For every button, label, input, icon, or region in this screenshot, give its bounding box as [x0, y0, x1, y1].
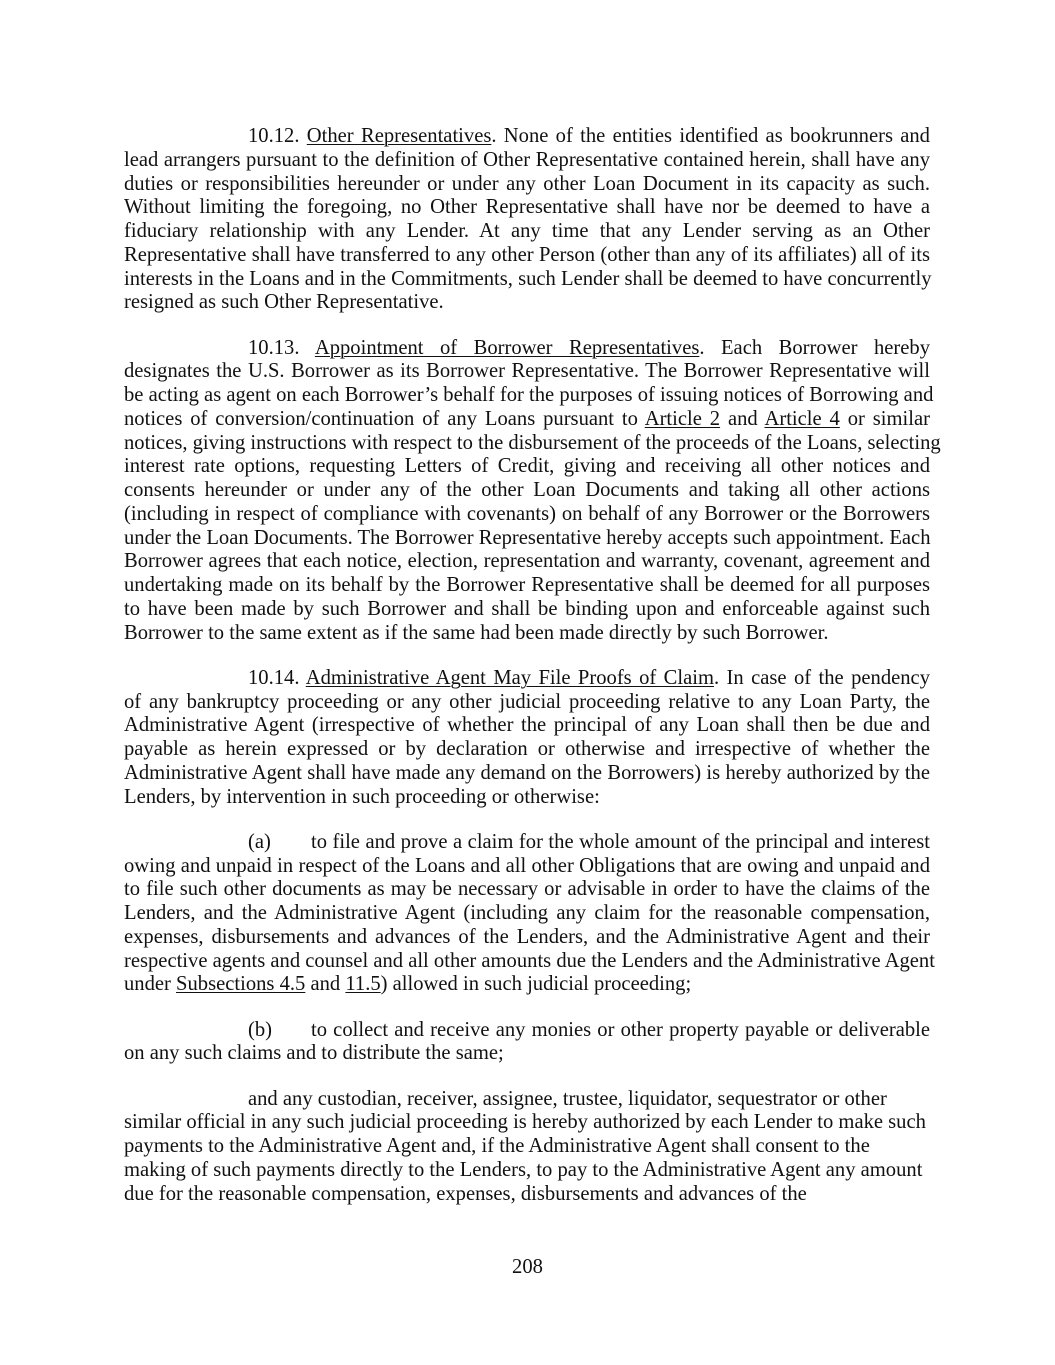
text-line: [124, 878, 930, 902]
text-line: [124, 1159, 930, 1183]
list-item-paragraph: [124, 1019, 930, 1067]
text-line: [124, 220, 930, 244]
text-segment: designates the U.S. Borrower as its Borrower Representative. The Borrower Representative will: [124, 360, 930, 383]
underlined-reference: Administrative Agent May File Proofs of Claim: [305, 666, 714, 689]
text-line: [124, 291, 930, 315]
text-segment: 10.13.: [248, 336, 315, 359]
text-line: [124, 574, 930, 598]
text-segment: . Each Borrower hereby: [699, 336, 931, 359]
text-segment: Administrative Agent (irrespective of whether the principal of any Loan shall then be due and: [124, 714, 930, 737]
text-segment: Administrative Agent shall have made any demand on the Borrowers) is hereby authorized by the: [124, 761, 930, 784]
text-segment: similar official in any such judicial proceeding is hereby authorized by each Lender to make such: [124, 1111, 926, 1134]
text-segment: Borrower to the same extent as if the same had been made directly by such Borrower.: [124, 621, 829, 644]
section-paragraph: [124, 336, 941, 646]
text-segment: interest rate options, requesting Letters of Credit, giving and receiving all other notices and: [124, 455, 930, 478]
text-segment: and: [720, 407, 765, 430]
section-paragraph: [124, 125, 930, 315]
text-line: [124, 1088, 930, 1112]
text-segment: and any custodian, receiver, assignee, trustee, liquidator, sequestrator or other: [248, 1087, 887, 1110]
text-segment: Lenders, by intervention in such proceeding or otherwise:: [124, 785, 600, 808]
text-segment: expenses, disbursements and advances of the Lenders, and the Administrative Agent and their: [124, 925, 930, 948]
text-segment: or similar: [839, 407, 930, 430]
text-line: [124, 337, 930, 361]
text-segment: . None of the entities identified as bookrunners and: [491, 125, 930, 147]
text-line: [124, 622, 930, 646]
text-line: [124, 503, 930, 527]
text-line: [124, 1019, 930, 1043]
text-line: [124, 384, 934, 408]
text-line: [124, 855, 930, 879]
text-segment: lead arrangers pursuant to the definition of Other Representative contained herein, shall have any: [124, 148, 930, 171]
text-line: [124, 738, 930, 762]
text-segment: to file and prove a claim for the whole amount of the principal and interest: [311, 830, 930, 853]
text-line: [124, 1111, 930, 1135]
text-segment: duties or responsibilities hereunder or under any other Loan Document in its capacity as such.: [124, 172, 930, 195]
text-segment: and: [305, 973, 346, 996]
underlined-reference: Article 4: [764, 407, 840, 430]
underlined-reference: 11.5: [345, 973, 381, 996]
text-segment: be acting as agent on each Borrower’s behalf for the purposes of issuing notices of Borrowing and: [124, 384, 934, 406]
text-segment: under the Loan Documents. The Borrower Representative hereby accepts such appointment. Each: [124, 526, 931, 549]
list-item-paragraph: [124, 830, 935, 997]
page-number: 208: [512, 1256, 543, 1278]
text-segment: Without limiting the foregoing, no Other Representative shall have nor be deemed to have a: [124, 196, 930, 219]
text-line: [124, 196, 930, 220]
text-segment: interests in the Loans and in the Commitments, such Lender shall be deemed to have concurrently: [124, 267, 932, 290]
text-segment: payable as herein expressed or by declaration or otherwise and irrespective of whether the: [124, 738, 930, 760]
text-segment: making of such payments directly to the Lenders, to pay to the Administrative Agent any amount: [124, 1158, 923, 1181]
text-line: [124, 431, 941, 456]
text-segment: 10.12.: [248, 125, 307, 147]
text-segment: due for the reasonable compensation, expenses, disbursements and advances of the: [124, 1182, 807, 1205]
text-segment: (including in respect of compliance with covenants) on behalf of any Borrower or the Borrowers: [124, 502, 930, 525]
text-segment: to collect and receive any monies or other property payable or deliverable: [311, 1018, 930, 1041]
text-segment: to file such other documents as may be necessary or advisable in order to have the claims of the: [124, 878, 930, 901]
text-line: [124, 902, 930, 926]
underlined-reference: Appointment of Borrower Representatives: [314, 336, 700, 359]
text-segment: consents hereunder or under any of the other Loan Documents and taking all other actions: [124, 479, 930, 501]
text-line: [124, 714, 930, 738]
text-line: [124, 1042, 930, 1066]
list-label: (b): [248, 1018, 273, 1041]
text-segment: on any such claims and to distribute the same;: [124, 1042, 504, 1065]
text-line: [124, 691, 930, 715]
text-segment: to have been made by such Borrower and shall be binding upon and enforceable against such: [124, 597, 930, 620]
section-paragraph: [124, 1088, 930, 1207]
text-segment: 10.14.: [248, 666, 306, 689]
text-segment: Representative shall have transferred to any other Person (other than any of its affiliates) all of its: [124, 243, 930, 266]
text-line: [124, 125, 930, 149]
text-segment: notices of conversion/continuation of any Loans pursuant to: [124, 407, 645, 430]
text-segment: . In case of the pendency: [714, 666, 930, 689]
text-segment: under: [124, 973, 177, 996]
text-line: [124, 949, 935, 974]
text-line: [124, 973, 930, 997]
document-page-body: [124, 125, 941, 1228]
text-segment: respective agents and counsel and all other amounts due the Lenders and the Administrative Agent: [124, 949, 935, 972]
text-line: [124, 173, 930, 197]
text-line: [124, 149, 930, 173]
underlined-reference: Article 2: [644, 407, 721, 430]
text-line: [124, 667, 930, 691]
text-segment: payments to the Administrative Agent and, if the Administrative Agent shall consent to the: [124, 1135, 870, 1157]
text-line: [124, 762, 930, 786]
text-segment: fiduciary relationship with any Lender. At any time that any Lender serving as an Other: [124, 220, 930, 242]
text-segment: ) allowed in such judicial proceeding;: [380, 973, 692, 996]
underlined-reference: Other Representatives: [306, 125, 492, 147]
text-segment: Borrower agrees that each notice, election, representation and warranty, covenant, agreement and: [124, 550, 930, 573]
text-line: [124, 550, 930, 574]
text-line: [124, 598, 930, 622]
text-line: [124, 268, 930, 292]
text-segment: resigned as such Other Representative.: [124, 291, 444, 314]
list-label: (a): [248, 830, 271, 853]
text-line: [124, 786, 930, 810]
text-line: [124, 479, 930, 503]
text-segment: Lenders, and the Administrative Agent (including any claim for the reasonable compensation,: [124, 902, 930, 924]
text-segment: notices, giving instructions with respect to the disbursement of the proceeds of the Loans, selecting: [124, 431, 941, 454]
text-line: [124, 360, 930, 384]
text-line: [124, 455, 930, 479]
text-segment: undertaking made on its behalf by the Borrower Representative shall be deemed for all purposes: [124, 574, 930, 596]
text-line: [124, 1183, 930, 1207]
text-segment: owing and unpaid in respect of the Loans and all other Obligations that are owing and unpaid and: [124, 854, 930, 877]
text-line: [124, 926, 930, 950]
text-line: [124, 527, 930, 551]
text-segment: of any bankruptcy proceeding or any other judicial proceeding relative to any Loan Party, the: [124, 690, 930, 713]
text-line: [124, 408, 930, 432]
section-paragraph: [124, 667, 930, 810]
text-line: [124, 831, 930, 855]
text-line: [124, 244, 930, 268]
underlined-reference: Subsections 4.5: [176, 973, 306, 996]
text-line: [124, 1135, 930, 1159]
